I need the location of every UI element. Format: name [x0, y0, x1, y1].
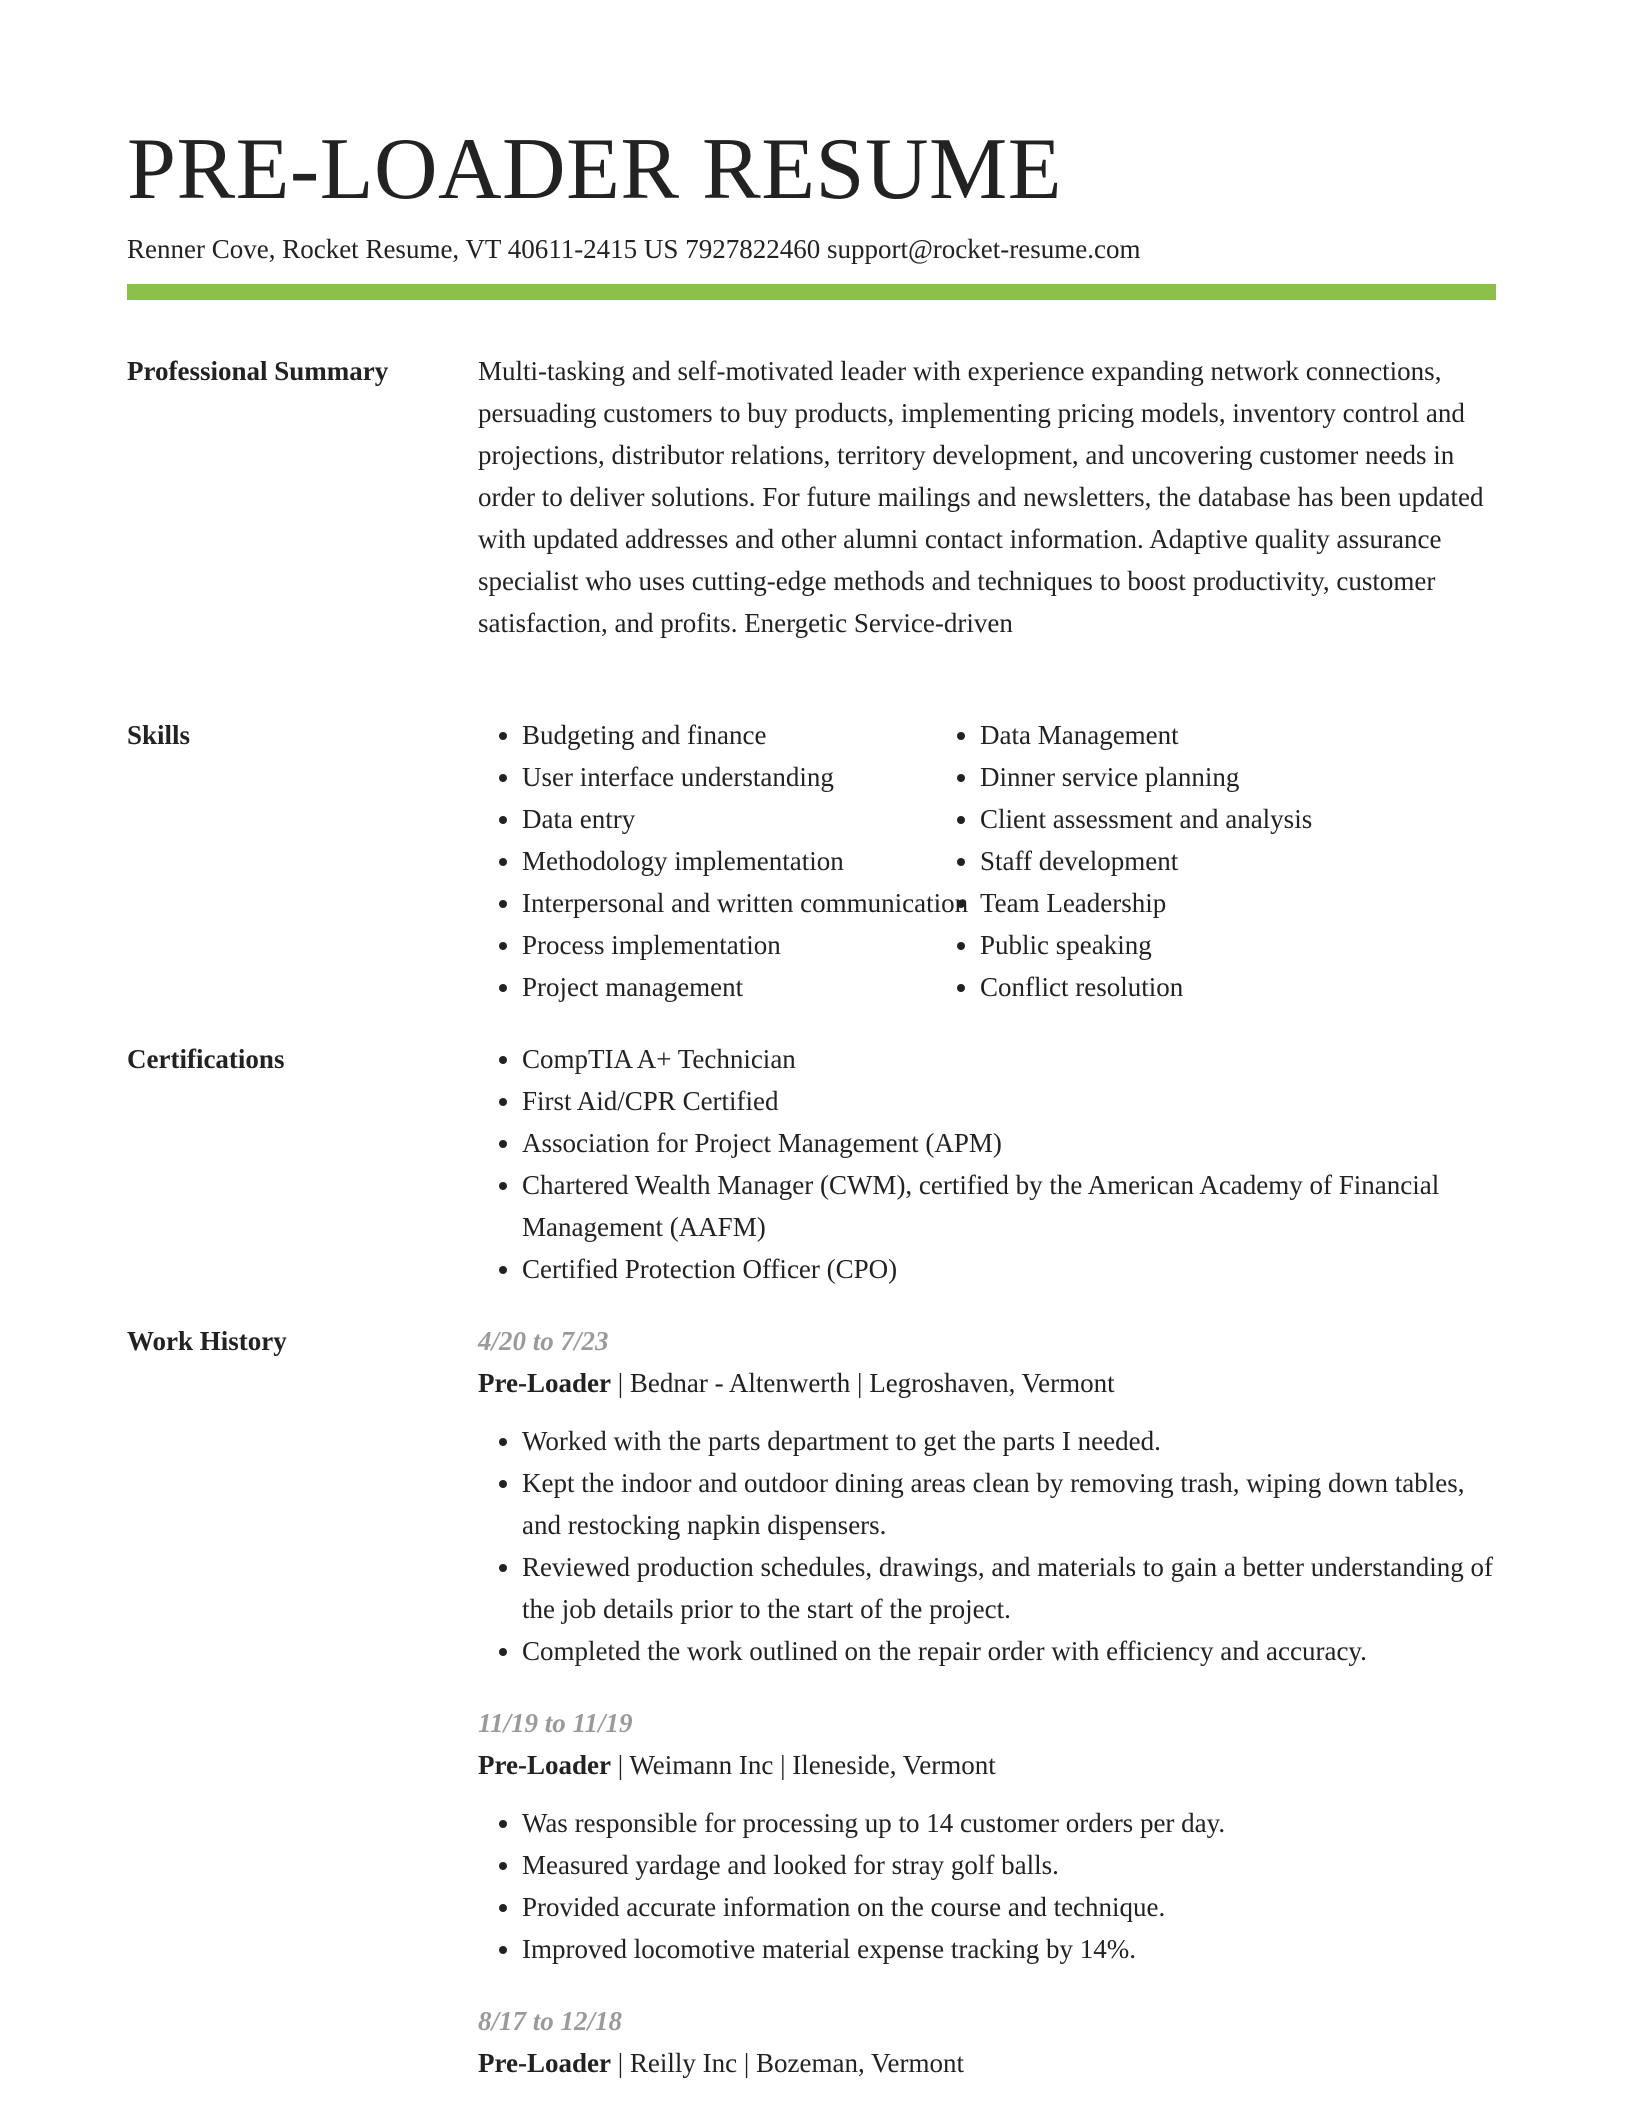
job-entry: [478, 2000, 1496, 2084]
skill-item: • Data Management: [980, 714, 1312, 756]
skill-item: • Methodology implementation: [522, 840, 936, 882]
skill-item: • User interface understanding: [522, 756, 936, 798]
job-bullet: • Completed the work outlined on the repair order with efficiency and accuracy.: [522, 1630, 1496, 1672]
job-bullet: • Provided accurate information on the course and technique.: [522, 1886, 1496, 1928]
job-employer-location: | Weimann Inc | Ileneside, Vermont: [610, 1750, 996, 1780]
certification-item: • Chartered Wealth Manager (CWM), certified by the American Academy of Financial Management (AAFM): [522, 1164, 1496, 1248]
job-heading: [478, 1362, 1496, 1404]
job-bullet: • Kept the indoor and outdoor dining areas clean by removing trash, wiping down tables, and restocking napkin dispensers.: [522, 1462, 1496, 1546]
job-bullets: [478, 1420, 1496, 1672]
skill-item: • Staff development: [980, 840, 1312, 882]
job-heading: [478, 1744, 1496, 1786]
resume-title: PRE-LOADER RESUME: [127, 121, 1062, 218]
certifications-list: [478, 1038, 1496, 1290]
skill-item: • Process implementation: [522, 924, 936, 966]
skill-item: • Public speaking: [980, 924, 1312, 966]
job-dates: 11/19 to 11/19: [478, 1708, 633, 1738]
job-employer-location: | Bednar - Altenwerth | Legroshaven, Vermont: [610, 1368, 1115, 1398]
section-label-summary: Professional Summary: [127, 356, 389, 386]
job-dates: 8/17 to 12/18: [478, 2006, 623, 2036]
job-bullet: • Reviewed production schedules, drawings, and materials to gain a better understanding of the job details prior to the start of the project.: [522, 1546, 1496, 1630]
job-bullets: [478, 1802, 1496, 1970]
job-bullet: • Was responsible for processing up to 14 customer orders per day.: [522, 1802, 1496, 1844]
skill-item: • Conflict resolution: [980, 966, 1312, 1008]
job-entry: [478, 1702, 1496, 1970]
skills-columns: [478, 714, 1496, 1008]
skills-list-right: [936, 714, 1312, 1008]
certification-item: • Certified Protection Officer (CPO): [522, 1248, 1496, 1290]
job-heading: [478, 2042, 1496, 2084]
summary-text: Multi-tasking and self-motivated leader with experience expanding network connections, persuading customers to buy products, implementing pricing models, inventory control and projections, distributor relations, territory development, and uncovering customer needs in order to deliver solutions. For future mailings and newsletters, the database has been updated with updated addresses and other alumni contact information. Adaptive quality assurance specialist who uses cutting-edge methods and techniques to boost productivity, customer satisfaction, and profits. Energetic Service-driven: [478, 356, 1484, 638]
work-history-body: [478, 1320, 1496, 2114]
skill-item: • Interpersonal and written communication: [522, 882, 936, 924]
summary-body: [478, 350, 1496, 644]
job-bullet: • Measured yardage and looked for stray golf balls.: [522, 1844, 1496, 1886]
contact-info: Renner Cove, Rocket Resume, VT 40611-2415 US 7927822460 support@rocket-resume.com: [127, 234, 1141, 264]
job-bullet: • Worked with the parts department to get the parts I needed.: [522, 1420, 1496, 1462]
job-employer-location: | Reilly Inc | Bozeman, Vermont: [610, 2048, 964, 2078]
job-dates: 4/20 to 7/23: [478, 1326, 609, 1356]
certification-item: • Association for Project Management (APM): [522, 1122, 1496, 1164]
skill-item: • Project management: [522, 966, 936, 1008]
certification-item: • CompTIA A+ Technician: [522, 1038, 1496, 1080]
section-label-certifications: Certifications: [127, 1044, 285, 1074]
section-label-work-history: Work History: [127, 1326, 287, 1356]
job-bullet: • Improved locomotive material expense tracking by 14%.: [522, 1928, 1496, 1970]
certifications-body: [478, 1038, 1496, 1290]
section-label-skills: Skills: [127, 720, 191, 750]
skill-item: • Budgeting and finance: [522, 714, 936, 756]
certification-item: • First Aid/CPR Certified: [522, 1080, 1496, 1122]
skill-item: • Client assessment and analysis: [980, 798, 1312, 840]
skill-item: • Data entry: [522, 798, 936, 840]
skill-item: • Dinner service planning: [980, 756, 1312, 798]
skill-item: • Team Leadership: [980, 882, 1312, 924]
job-title: Pre-Loader: [478, 1750, 611, 1780]
skills-list-left: [478, 714, 969, 1008]
job-title: Pre-Loader: [478, 2048, 611, 2078]
job-entry: [478, 1320, 1496, 1672]
accent-divider: [127, 284, 1496, 300]
job-title: Pre-Loader: [478, 1368, 611, 1398]
